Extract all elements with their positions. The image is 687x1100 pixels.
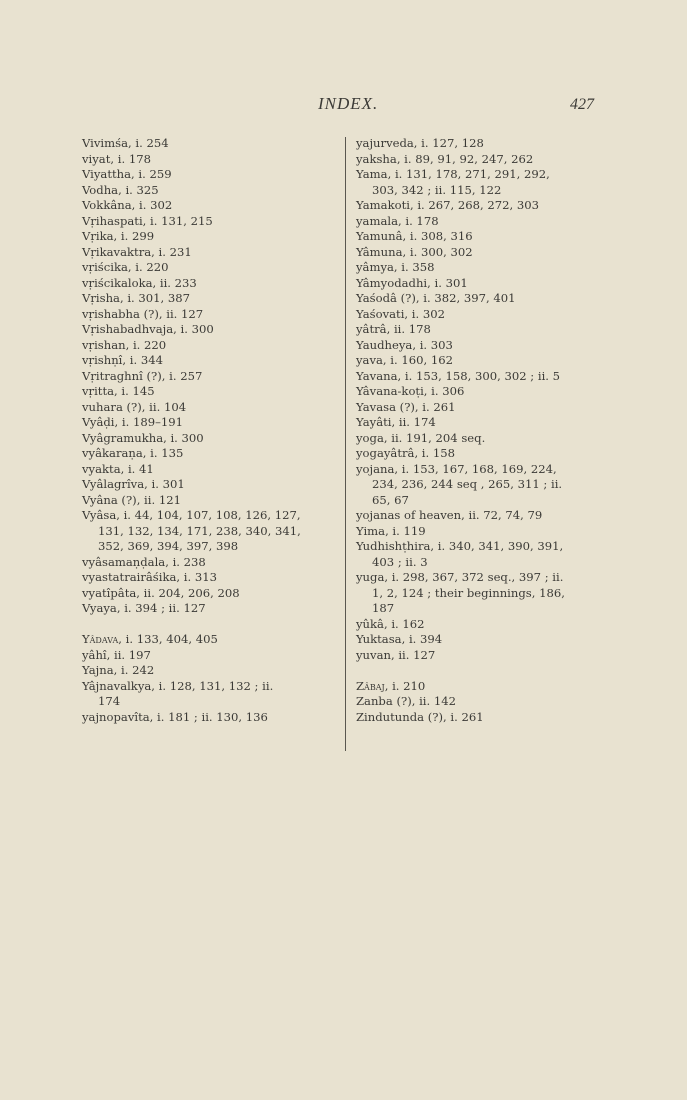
index-entry-text: yojanas of heaven, ii. 72, 74, 79 [356, 508, 543, 522]
index-entry-text: vyastatrairâśika, i. 313 [82, 570, 217, 584]
index-entry [82, 167, 344, 183]
index-entry-line [82, 508, 344, 524]
index-entry-text: Vyaya, i. 394 ; ii. 127 [82, 601, 206, 615]
index-entry [82, 198, 344, 214]
index-entry-line [356, 694, 596, 710]
index-entry [82, 493, 344, 509]
index-entry-text: yûkâ, i. 162 [356, 616, 425, 631]
index-entry [82, 601, 344, 617]
index-entry [356, 508, 596, 524]
index-entry [356, 415, 596, 431]
index-entry [356, 539, 596, 570]
index-entry-line [356, 477, 596, 493]
index-entry-text: Zindutunda (?), i. 261 [356, 709, 484, 724]
index-entry-line [82, 276, 344, 292]
index-entry-line [356, 136, 596, 152]
index-entry-line [82, 167, 344, 183]
index-entry-text: , i. 210 [384, 678, 426, 693]
index-entry [356, 524, 596, 540]
index-entry-line [82, 400, 344, 416]
page-number: 427 [570, 96, 594, 113]
index-entry-line [82, 539, 344, 555]
index-entry-text: Yajna, i. 242 [82, 663, 155, 677]
index-entry-headword: Zâbaj [356, 678, 385, 693]
index-entry [356, 198, 596, 214]
index-entry-text: 303, 342 ; ii. 115, 122 [372, 182, 502, 197]
index-entry [356, 167, 596, 198]
index-entry [82, 276, 344, 292]
index-entry-line [356, 462, 596, 478]
index-entry-line [356, 260, 596, 276]
index-entry-text: vṛishan, i. 220 [82, 337, 167, 352]
index-entry-line [82, 601, 344, 617]
index-entry-text: yâhî, ii. 197 [82, 647, 151, 662]
index-entry-text: vyâkaraṇa, i. 135 [82, 446, 184, 460]
index-entry-text: Vokkâna, i. 302 [82, 198, 173, 212]
index-entry [356, 648, 596, 664]
index-entry [356, 694, 596, 710]
index-entry-text: yoga, ii. 191, 204 seq. [356, 430, 486, 445]
index-entry-text: Vṛitraghnî (?), i. 257 [82, 368, 203, 383]
index-entry [82, 183, 344, 199]
index-entry [356, 214, 596, 230]
index-entry-text: yamala, i. 178 [356, 213, 439, 228]
index-entry [82, 291, 344, 307]
index-entry [356, 400, 596, 416]
index-entry [356, 229, 596, 245]
index-entry-line [82, 338, 344, 354]
index-entry-line [82, 679, 344, 695]
index-entry [82, 353, 344, 369]
index-entry [82, 462, 344, 478]
index-entry-text: Yâjnavalkya, i. 128, 131, 132 ; ii. [82, 678, 274, 693]
index-entry [356, 291, 596, 307]
index-entry-line [356, 167, 596, 183]
index-entry-text: Vṛikavaktra, i. 231 [82, 244, 192, 259]
index-entry-line [356, 555, 596, 571]
index-entry-line [356, 710, 596, 726]
running-title: INDEX. [318, 94, 379, 113]
index-column-right [356, 136, 596, 725]
index-entry-text: vṛiścikaloka, ii. 233 [82, 275, 197, 290]
index-entry-text: Yamakoti, i. 267, 268, 272, 303 [356, 198, 540, 212]
index-entry [82, 322, 344, 338]
index-entry-line [356, 183, 596, 199]
index-entry [356, 353, 596, 369]
index-entry-text: 234, 236, 244 seq , 265, 311 ; ii. [372, 477, 563, 491]
index-entry-text: viyat, i. 178 [82, 151, 151, 166]
index-entry-line [82, 524, 344, 540]
index-entry-line [356, 524, 596, 540]
index-entry-text: vṛishṇî, i. 344 [82, 353, 163, 367]
index-entry-text: Yâmuna, i. 300, 302 [356, 244, 473, 259]
index-entry [356, 369, 596, 385]
index-entry-text: Vivimśa, i. 254 [82, 136, 169, 150]
index-entry-line [82, 152, 344, 168]
index-entry-text: vṛiścika, i. 220 [82, 260, 169, 274]
index-entry [82, 710, 344, 726]
index-entry [82, 338, 344, 354]
index-entry [82, 431, 344, 447]
index-entry [356, 338, 596, 354]
index-entry-line [82, 214, 344, 230]
index-entry-headword: Yâdava [82, 632, 119, 646]
index-entry [82, 632, 344, 648]
index-entry [356, 260, 596, 276]
index-entry-line [356, 617, 596, 633]
index-entry-line [356, 539, 596, 555]
page-header [0, 94, 687, 118]
index-entry [356, 307, 596, 323]
index-entry [356, 617, 596, 633]
index-entry-line [82, 477, 344, 493]
index-entry-line [82, 353, 344, 369]
index-entry-text: vṛishabha (?), ii. 127 [82, 306, 204, 321]
index-entry [356, 384, 596, 400]
index-entry [356, 276, 596, 292]
index-entry-text: Vyâsa, i. 44, 104, 107, 108, 126, 127, [82, 508, 301, 522]
index-entry-line [356, 276, 596, 292]
index-column-left [82, 136, 344, 725]
index-entry [82, 136, 344, 152]
index-entry-text: yâtrâ, ii. 178 [356, 322, 431, 336]
index-entry-text: Vyâlagrîva, i. 301 [82, 477, 185, 491]
index-entry-line [356, 679, 596, 695]
index-entry [82, 508, 344, 555]
index-entry [82, 152, 344, 168]
index-entry-text: yojana, i. 153, 167, 168, 169, 224, [356, 461, 557, 476]
index-entry-text: Yaśovati, i. 302 [356, 306, 446, 321]
index-entry-line [356, 601, 596, 617]
index-entry-text: 131, 132, 134, 171, 238, 340, 341, [98, 523, 301, 538]
index-entry-text: yava, i. 160, 162 [356, 353, 454, 367]
index-entry-text: Zanba (?), ii. 142 [356, 694, 457, 708]
index-entry-text: 352, 369, 394, 397, 398 [98, 539, 239, 553]
index-entry-line [82, 462, 344, 478]
index-entry [82, 245, 344, 261]
index-entry-line [356, 245, 596, 261]
index-entry-line [82, 307, 344, 323]
index-entry [82, 477, 344, 493]
index-entry-line [356, 648, 596, 664]
index-entry-text: yajurveda, i. 127, 128 [356, 136, 484, 150]
index-entry [82, 214, 344, 230]
index-entry-line [356, 291, 596, 307]
index-entry-line [356, 400, 596, 416]
index-entry-line [82, 710, 344, 726]
index-entry-text: 65, 67 [372, 492, 409, 507]
index-entry-line [356, 632, 596, 648]
index-entry [82, 446, 344, 462]
index-entry-text: Vyâna (?), ii. 121 [82, 492, 181, 507]
index-entry-line [82, 245, 344, 261]
index-entry-line [356, 152, 596, 168]
index-entry-text: yajnopavîta, i. 181 ; ii. 130, 136 [82, 709, 268, 724]
index-entry [356, 679, 596, 695]
index-entry-text: vyakta, i. 41 [82, 461, 154, 476]
index-entry-line [356, 229, 596, 245]
index-entry-text: Yaudheya, i. 303 [356, 337, 453, 352]
index-entry-line [82, 570, 344, 586]
index-entry-text: yaksha, i. 89, 91, 92, 247, 262 [356, 151, 534, 166]
index-entry-text: Yavana, i. 153, 158, 300, 302 ; ii. 5 [356, 368, 561, 383]
index-entry-text: Vṛishabadhvaja, i. 300 [82, 322, 214, 336]
index-entry-text: Yavasa (?), i. 261 [356, 399, 456, 414]
index-entry-text: Vodha, i. 325 [82, 182, 159, 197]
index-entry-line [356, 307, 596, 323]
index-entry-line [82, 136, 344, 152]
index-entry [356, 152, 596, 168]
index-entry-line [82, 648, 344, 664]
index-entry-line [82, 493, 344, 509]
column-divider [345, 137, 346, 751]
index-entry-text: Yima, i. 119 [356, 523, 426, 538]
index-entry-line [356, 586, 596, 602]
index-entry-line [356, 493, 596, 509]
index-entry-text: Viyattha, i. 259 [82, 167, 172, 181]
index-entry-line [82, 586, 344, 602]
index-entry-line [82, 183, 344, 199]
index-entry-text: 187 [372, 601, 395, 615]
index-entry-line [356, 353, 596, 369]
index-entry [356, 570, 596, 617]
index-entry [82, 570, 344, 586]
index-entry-text: Yaśodâ (?), i. 382, 397, 401 [356, 291, 516, 305]
index-entry-text: 1, 2, 124 ; their beginnings, 186, [372, 585, 565, 600]
index-entry-line [356, 431, 596, 447]
index-entry-line [82, 384, 344, 400]
index-entry-line [82, 555, 344, 571]
index-entry [356, 245, 596, 261]
index-entry-text: vyâsamaṇḍala, i. 238 [82, 554, 206, 569]
index-entry-text: vuhara (?), ii. 104 [82, 399, 187, 414]
index-entry-line [356, 369, 596, 385]
index-entry-text: yâmya, i. 358 [356, 260, 435, 274]
index-entry [82, 679, 344, 710]
index-entry-line [82, 694, 344, 710]
index-entry-line [356, 322, 596, 338]
index-entry [82, 369, 344, 385]
index-entry [82, 415, 344, 431]
index-entry-text: Yâmyodadhi, i. 301 [356, 275, 468, 290]
index-entry-text: 403 ; ii. 3 [372, 554, 428, 569]
index-entry [82, 229, 344, 245]
index-entry [356, 462, 596, 509]
index-entry-text: Yama, i. 131, 178, 271, 291, 292, [356, 167, 550, 181]
index-entry-line [82, 431, 344, 447]
index-entry [356, 136, 596, 152]
index-entry-text: Yayâti, ii. 174 [356, 415, 436, 429]
index-entry [82, 663, 344, 679]
index-entry-line [356, 338, 596, 354]
index-entry-text: Vṛika, i. 299 [82, 229, 155, 243]
index-entry-text: vyatîpâta, ii. 204, 206, 208 [82, 585, 240, 600]
index-entry-line [356, 446, 596, 462]
index-entry-text: yogayâtrâ, i. 158 [356, 446, 456, 460]
index-entry [82, 555, 344, 571]
index-entry-line [356, 214, 596, 230]
index-entry-line [356, 198, 596, 214]
index-entry-line [82, 322, 344, 338]
index-entry-line [82, 260, 344, 276]
index-entry-line [82, 229, 344, 245]
index-entry [356, 710, 596, 726]
index-entry [356, 446, 596, 462]
index-entry [82, 648, 344, 664]
index-entry-line [82, 415, 344, 431]
index-entry-text: Yuktasa, i. 394 [356, 632, 443, 646]
index-entry-line [356, 570, 596, 586]
index-entry [356, 632, 596, 648]
index-entry [82, 307, 344, 323]
index-entry-text: vṛitta, i. 145 [82, 384, 155, 398]
index-entry-line [356, 508, 596, 524]
index-entry-text: 174 [98, 694, 121, 708]
index-entry-text: yuga, i. 298, 367, 372 seq., 397 ; ii. [356, 570, 564, 584]
index-entry [356, 431, 596, 447]
index-entry-line [82, 369, 344, 385]
index-entry-text: Vṛisha, i. 301, 387 [82, 291, 191, 305]
index-entry-text: Yâvana-koṭi, i. 306 [356, 384, 465, 398]
index-entry-line [82, 632, 344, 648]
index-entry-line [82, 291, 344, 307]
index-entry-text: , i. 133, 404, 405 [118, 632, 218, 646]
index-entry [82, 400, 344, 416]
index-entry-line [356, 415, 596, 431]
index-entry-text: Yamunâ, i. 308, 316 [356, 229, 473, 243]
index-entry-text: Yudhishṭhira, i. 340, 341, 390, 391, [356, 539, 564, 553]
index-entry-text: yuvan, ii. 127 [356, 647, 436, 662]
index-entry-text: Vṛihaspati, i. 131, 215 [82, 213, 213, 228]
index-entry [356, 322, 596, 338]
index-entry-line [82, 446, 344, 462]
index-entry-line [82, 663, 344, 679]
index-entry [82, 586, 344, 602]
index-entry [82, 260, 344, 276]
index-entry [82, 384, 344, 400]
index-entry-text: Vyâḍi, i. 189–191 [82, 415, 183, 429]
index-entry-line [82, 198, 344, 214]
index-entry-line [356, 384, 596, 400]
index-entry-text: Vyâgramukha, i. 300 [82, 430, 204, 445]
